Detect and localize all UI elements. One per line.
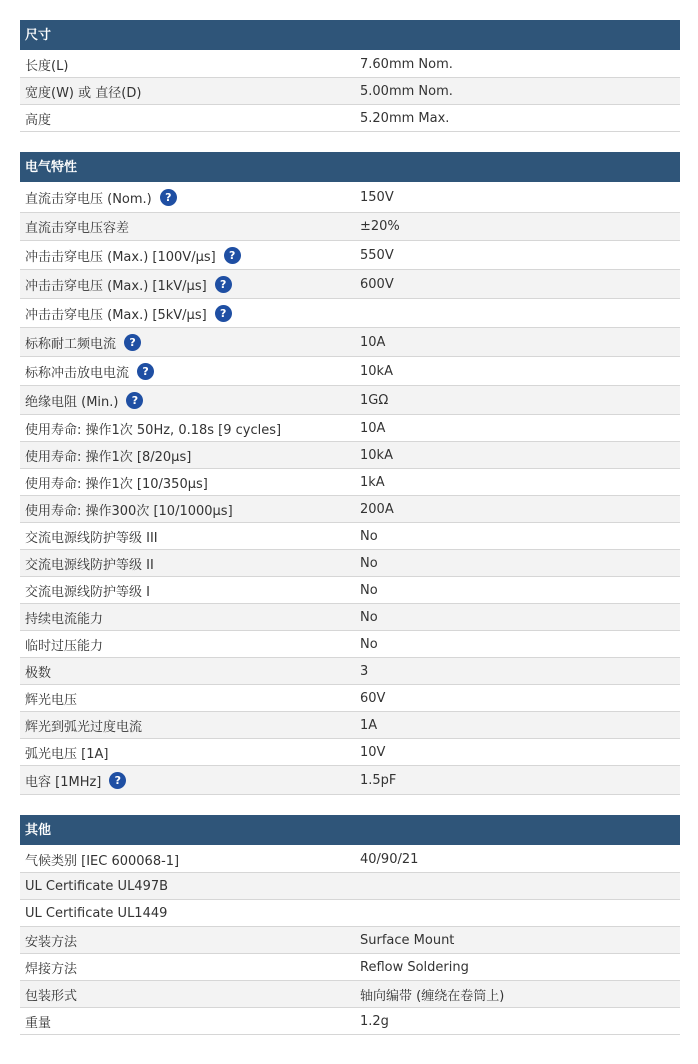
help-icon[interactable]: ? bbox=[215, 305, 232, 322]
row-label-cell bbox=[20, 635, 355, 654]
section-dimensions bbox=[20, 20, 680, 132]
row-label: 包装形式 bbox=[25, 988, 78, 1004]
row-label: 焊接方法 bbox=[25, 961, 78, 977]
table-row bbox=[20, 577, 680, 604]
table-row bbox=[20, 550, 680, 577]
section-title: 尺寸 bbox=[20, 20, 680, 51]
table-row bbox=[20, 328, 680, 357]
row-label-cell bbox=[20, 55, 355, 74]
row-value: No bbox=[360, 555, 378, 571]
row-value: 5.00mm Nom. bbox=[360, 83, 453, 99]
row-label-cell bbox=[20, 527, 355, 546]
row-label: 气候类别 [IEC 600068-1] bbox=[25, 853, 180, 869]
row-label-cell bbox=[20, 304, 355, 323]
row-value: Surface Mount bbox=[360, 932, 455, 948]
row-label: 长度(L) bbox=[25, 58, 69, 74]
table-row bbox=[20, 183, 680, 213]
row-label-cell bbox=[20, 246, 355, 265]
row-label-cell bbox=[20, 771, 355, 790]
row-value: 40/90/21 bbox=[360, 851, 419, 867]
row-label: 使用寿命: 操作1次 50Hz, 0.18s [9 cycles] bbox=[25, 422, 282, 438]
row-value: 550V bbox=[360, 247, 394, 263]
row-label: 临时过压能力 bbox=[25, 638, 104, 654]
row-label-cell bbox=[20, 188, 355, 207]
row-value: 10A bbox=[360, 334, 386, 350]
row-value: 600V bbox=[360, 276, 394, 292]
table-row bbox=[20, 1008, 680, 1035]
row-label: 冲击击穿电压 (Max.) [5kV/µs] bbox=[25, 307, 207, 323]
row-label: 冲击击穿电压 (Max.) [1kV/µs] bbox=[25, 278, 207, 294]
row-label-cell bbox=[20, 333, 355, 352]
row-value: 1.5pF bbox=[360, 772, 397, 788]
row-label-cell bbox=[20, 217, 355, 236]
row-label: 重量 bbox=[25, 1015, 52, 1031]
table-row bbox=[20, 658, 680, 685]
row-label-cell bbox=[20, 554, 355, 573]
row-label: 安装方法 bbox=[25, 934, 78, 950]
table-row bbox=[20, 766, 680, 795]
row-value: Reflow Soldering bbox=[360, 959, 469, 975]
row-value: 7.60mm Nom. bbox=[360, 56, 453, 72]
help-icon[interactable]: ? bbox=[109, 772, 126, 789]
row-label: 高度 bbox=[25, 112, 52, 128]
row-label-cell bbox=[20, 906, 355, 921]
row-label-cell bbox=[20, 1012, 355, 1031]
row-label-cell bbox=[20, 419, 355, 438]
row-value: 10kA bbox=[360, 447, 393, 463]
table-row bbox=[20, 846, 680, 873]
table-row bbox=[20, 712, 680, 739]
row-value: 轴向编带 (缠绕在卷筒上) bbox=[360, 988, 505, 1004]
row-label-cell bbox=[20, 362, 355, 381]
table-row bbox=[20, 386, 680, 415]
row-label-cell bbox=[20, 109, 355, 128]
row-value: 3 bbox=[360, 663, 369, 679]
row-label-cell bbox=[20, 931, 355, 950]
help-icon[interactable]: ? bbox=[224, 247, 241, 264]
row-label-cell bbox=[20, 689, 355, 708]
table-row bbox=[20, 78, 680, 105]
row-value: 1GΩ bbox=[360, 392, 389, 408]
row-label-cell bbox=[20, 275, 355, 294]
row-label: 直流击穿电压 (Nom.) bbox=[25, 192, 152, 207]
row-label: 辉光电压 bbox=[25, 692, 78, 708]
table-row bbox=[20, 270, 680, 299]
table-row bbox=[20, 51, 680, 78]
row-label-cell bbox=[20, 391, 355, 410]
row-label-cell bbox=[20, 850, 355, 869]
table-row bbox=[20, 357, 680, 386]
row-label-cell bbox=[20, 716, 355, 735]
table-row bbox=[20, 469, 680, 496]
row-label-cell bbox=[20, 958, 355, 977]
table-row bbox=[20, 299, 680, 328]
help-icon[interactable]: ? bbox=[137, 363, 154, 380]
section-title: 其他 bbox=[20, 815, 680, 846]
table-row bbox=[20, 873, 680, 900]
row-label-cell bbox=[20, 446, 355, 465]
table-row bbox=[20, 442, 680, 469]
row-label-cell bbox=[20, 608, 355, 627]
help-icon[interactable]: ? bbox=[124, 334, 141, 351]
help-icon[interactable]: ? bbox=[126, 392, 143, 409]
row-value: ±20% bbox=[360, 219, 400, 234]
row-label: 极数 bbox=[25, 665, 52, 681]
row-label-cell bbox=[20, 82, 355, 101]
row-value: No bbox=[360, 636, 378, 652]
row-value: 150V bbox=[360, 190, 394, 205]
row-label: 使用寿命: 操作1次 [8/20µs] bbox=[25, 449, 192, 465]
row-label: 电容 [1MHz] bbox=[25, 774, 102, 790]
row-value: 10V bbox=[360, 744, 386, 760]
row-label: 交流电源线防护等级 II bbox=[25, 557, 154, 573]
row-label: 标称耐工频电流 bbox=[25, 336, 117, 352]
row-value: 5.20mm Max. bbox=[360, 110, 450, 126]
table-row bbox=[20, 105, 680, 132]
row-value: 200A bbox=[360, 501, 394, 517]
row-label: 直流击穿电压容差 bbox=[25, 221, 130, 236]
table-row bbox=[20, 927, 680, 954]
row-label: 绝缘电阻 (Min.) bbox=[25, 394, 119, 410]
row-label: UL Certificate UL497B bbox=[25, 878, 169, 894]
row-value: No bbox=[360, 528, 378, 544]
table-row bbox=[20, 213, 680, 241]
row-label: 标称冲击放电电流 bbox=[25, 365, 130, 381]
row-label: 辉光到弧光过度电流 bbox=[25, 719, 143, 735]
row-label-cell bbox=[20, 879, 355, 894]
row-value: 1.2g bbox=[360, 1013, 389, 1029]
row-label-cell bbox=[20, 743, 355, 762]
row-value: 10A bbox=[360, 420, 386, 436]
table-row bbox=[20, 954, 680, 981]
table-row bbox=[20, 739, 680, 766]
section-title: 电气特性 bbox=[20, 152, 680, 183]
row-value: 1A bbox=[360, 717, 378, 733]
row-value: 1kA bbox=[360, 474, 385, 490]
row-value: No bbox=[360, 582, 378, 598]
row-label-cell bbox=[20, 985, 355, 1004]
row-label-cell bbox=[20, 581, 355, 600]
help-icon[interactable]: ? bbox=[160, 189, 177, 206]
row-value: 10kA bbox=[360, 363, 393, 379]
section-electrical bbox=[20, 152, 680, 795]
table-row bbox=[20, 900, 680, 927]
row-label: 冲击击穿电压 (Max.) [100V/µs] bbox=[25, 249, 216, 265]
row-value: 60V bbox=[360, 690, 386, 706]
row-label-cell bbox=[20, 473, 355, 492]
table-row bbox=[20, 981, 680, 1008]
section-other bbox=[20, 815, 680, 1035]
row-label-cell bbox=[20, 662, 355, 681]
row-label: UL Certificate UL1449 bbox=[25, 905, 168, 921]
row-label: 使用寿命: 操作300次 [10/1000µs] bbox=[25, 503, 233, 519]
table-row bbox=[20, 523, 680, 550]
row-value: No bbox=[360, 609, 378, 625]
spec-tables bbox=[20, 20, 680, 1055]
table-row bbox=[20, 631, 680, 658]
table-row bbox=[20, 415, 680, 442]
table-row bbox=[20, 604, 680, 631]
table-row bbox=[20, 496, 680, 523]
row-label: 宽度(W) 或 直径(D) bbox=[25, 85, 142, 101]
row-label: 使用寿命: 操作1次 [10/350µs] bbox=[25, 476, 208, 492]
row-label: 交流电源线防护等级 I bbox=[25, 584, 150, 600]
row-label: 持续电流能力 bbox=[25, 611, 104, 627]
help-icon[interactable]: ? bbox=[215, 276, 232, 293]
row-label: 交流电源线防护等级 III bbox=[25, 530, 158, 546]
row-label: 弧光电压 [1A] bbox=[25, 746, 109, 762]
table-row bbox=[20, 685, 680, 712]
row-label-cell bbox=[20, 500, 355, 519]
table-row bbox=[20, 241, 680, 270]
